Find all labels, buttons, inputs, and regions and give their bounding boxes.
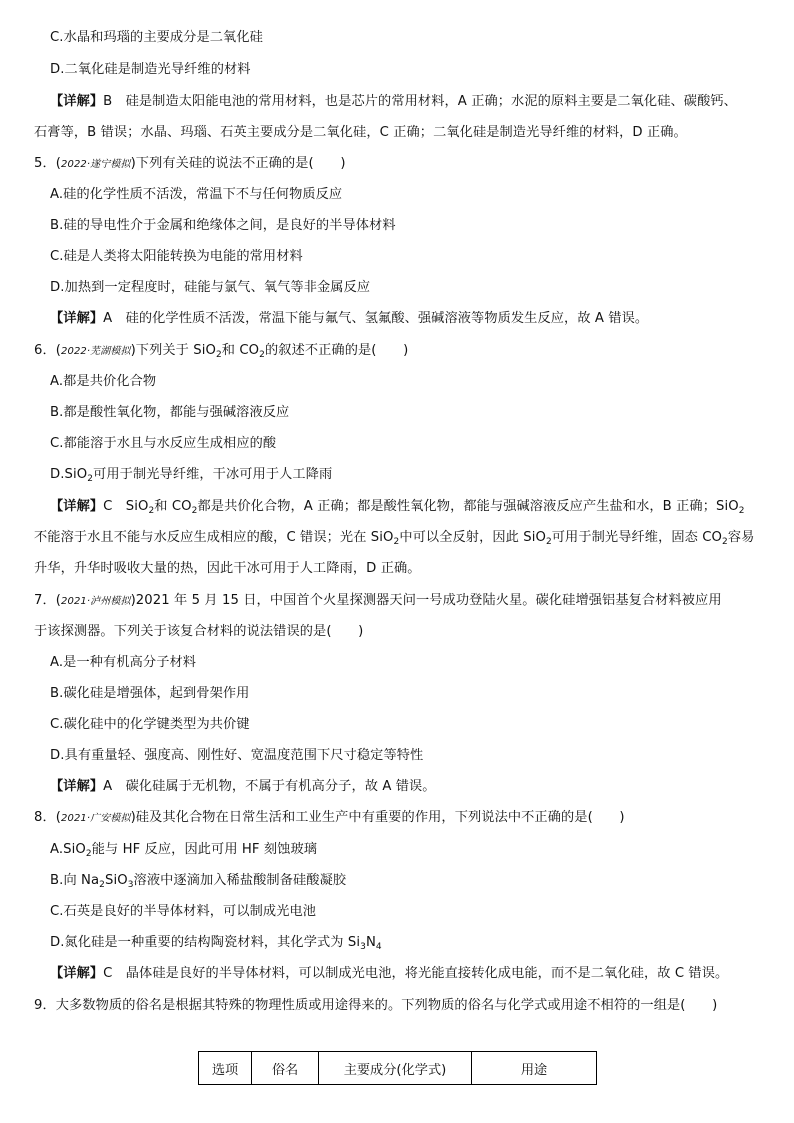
question-9: 9．大多数物质的俗名是根据其特殊的物理性质或用途得来的。下列物质的俗名与化学式或用途不相符的一组是( ) xyxy=(34,998,718,1013)
table-header-option: 选项 xyxy=(199,1052,252,1085)
explanation-tag: 【详解】 xyxy=(50,499,104,514)
table-header-common-name: 俗名 xyxy=(252,1052,319,1085)
q6-explanation-cont2: 升华，升华时吸收大量的热，因此干冰可用于人工降雨，D 正确。 xyxy=(34,561,421,576)
q4-option-c: C.水晶和玛瑙的主要成分是二氧化硅 xyxy=(50,30,263,45)
question-source: 2021·泸州模拟 xyxy=(61,596,131,607)
question-7-cont: 于该探测器。下列关于该复合材料的说法错误的是( ) xyxy=(34,624,364,639)
q5-option-a: A.硅的化学性质不活泼，常温下不与任何物质反应 xyxy=(50,187,343,202)
q5-option-b: B.硅的导电性介于金属和绝缘体之间，是良好的半导体材料 xyxy=(50,218,396,233)
q7-option-b: B.碳化硅是增强体，起到骨架作用 xyxy=(50,686,250,701)
q6-explanation: 【详解】C SiO$_2$和 $CO_2$都是共价化合物，A 正确；都是酸性氧化物，都能与强碱溶液反应产生盐和水，B 正确；SiO$_2$ xyxy=(50,499,745,516)
question-8: 8．(2021·广安模拟)硅及其化合物在日常生活和工业生产中有重要的作用，下列说法中不正确的是( ) xyxy=(34,810,625,825)
question-5: 5．(2022·遂宁模拟)下列有关硅的说法不正确的是( ) xyxy=(34,156,346,171)
explanation-tag: 【详解】 xyxy=(50,311,104,326)
question-source: 2022·芜湖模拟 xyxy=(61,346,131,357)
q6-option-b: B.都是酸性氧化物，都能与强碱溶液反应 xyxy=(50,405,290,420)
q7-explanation: 【详解】A 碳化硅属于无机物，不属于有机高分子，故 A 错误。 xyxy=(50,779,436,794)
q5-option-c: C.硅是人类将太阳能转换为电能的常用材料 xyxy=(50,249,303,264)
q7-option-d: D.具有重量轻、强度高、刚性好、宽温度范围下尺寸稳定等特性 xyxy=(50,748,424,763)
q5-option-d: D.加热到一定程度时，硅能与氯气、氧气等非金属反应 xyxy=(50,280,371,295)
q8-explanation: 【详解】C 晶体硅是良好的半导体材料，可以制成光电池，将光能直接转化成电能，而不是二氧化硅，故 C 错误。 xyxy=(50,966,729,981)
q8-option-d: D.氮化硅是一种重要的结构陶瓷材料，其化学式为 $Si_3N_4$ xyxy=(50,935,382,952)
question-7: 7．(2021·泸州模拟)2021 年 5 月 15 日，中国首个火星探测器天问一号成功登陆火星。碳化硅增强铝基复合材料被应用 xyxy=(34,593,722,608)
table-header-row xyxy=(199,1052,597,1085)
question-source: 2021·广安模拟 xyxy=(61,813,131,824)
q6-option-a: A.都是共价化合物 xyxy=(50,374,157,389)
q4-option-d: D.二氧化硅是制造光导纤维的材料 xyxy=(50,62,251,77)
q7-option-c: C.碳化硅中的化学键类型为共价键 xyxy=(50,717,250,732)
q4-explanation-cont: 石膏等，B 错误；水晶、玛瑙、石英主要成分是二氧化硅，C 正确；二氧化硅是制造光导纤维的材料，D 正确。 xyxy=(34,125,687,140)
q6-option-c: C.都能溶于水且与水反应生成相应的酸 xyxy=(50,436,277,451)
q8-option-c: C.石英是良好的半导体材料，可以制成光电池 xyxy=(50,904,317,919)
q6-explanation-cont: 不能溶于水且不能与水反应生成相应的酸，C 错误；光在 SiO$_2$中可以全反射，因此 SiO$_2$可用于制光导纤维，固态 $CO_2$容易 xyxy=(34,530,755,547)
q8-option-a: A.SiO$_2$能与 HF 反应，因此可用 HF 刻蚀玻璃 xyxy=(50,842,318,859)
explanation-tag: 【详解】 xyxy=(50,779,104,794)
question-source: 2022·遂宁模拟 xyxy=(61,159,131,170)
q7-option-a: A.是一种有机高分子材料 xyxy=(50,655,197,670)
explanation-tag: 【详解】 xyxy=(50,966,104,981)
q5-explanation: 【详解】A 硅的化学性质不活泼，常温下能与氟气、氢氟酸、强碱溶液等物质发生反应，故 A 错误。 xyxy=(50,311,649,326)
answer-table xyxy=(198,1051,597,1085)
table-header-usage: 用途 xyxy=(472,1052,597,1085)
q6-option-d: D.SiO$_2$可用于制光导纤维，干冰可用于人工降雨 xyxy=(50,467,333,484)
table-header-main-component: 主要成分(化学式) xyxy=(319,1052,472,1085)
question-6: 6．(2022·芜湖模拟)下列关于 SiO$_2$和 $CO_2$的叙述不正确的是( ) xyxy=(34,343,409,360)
explanation-tag: 【详解】 xyxy=(50,94,104,109)
q4-explanation: 【详解】B 硅是制造太阳能电池的常用材料，也是芯片的常用材料，A 正确；水泥的原料主要是二氧化硅、碳酸钙、 xyxy=(50,94,737,109)
q8-option-b: B.向 $Na_2SiO_3$溶液中逐滴加入稀盐酸制备硅酸凝胶 xyxy=(50,873,347,890)
